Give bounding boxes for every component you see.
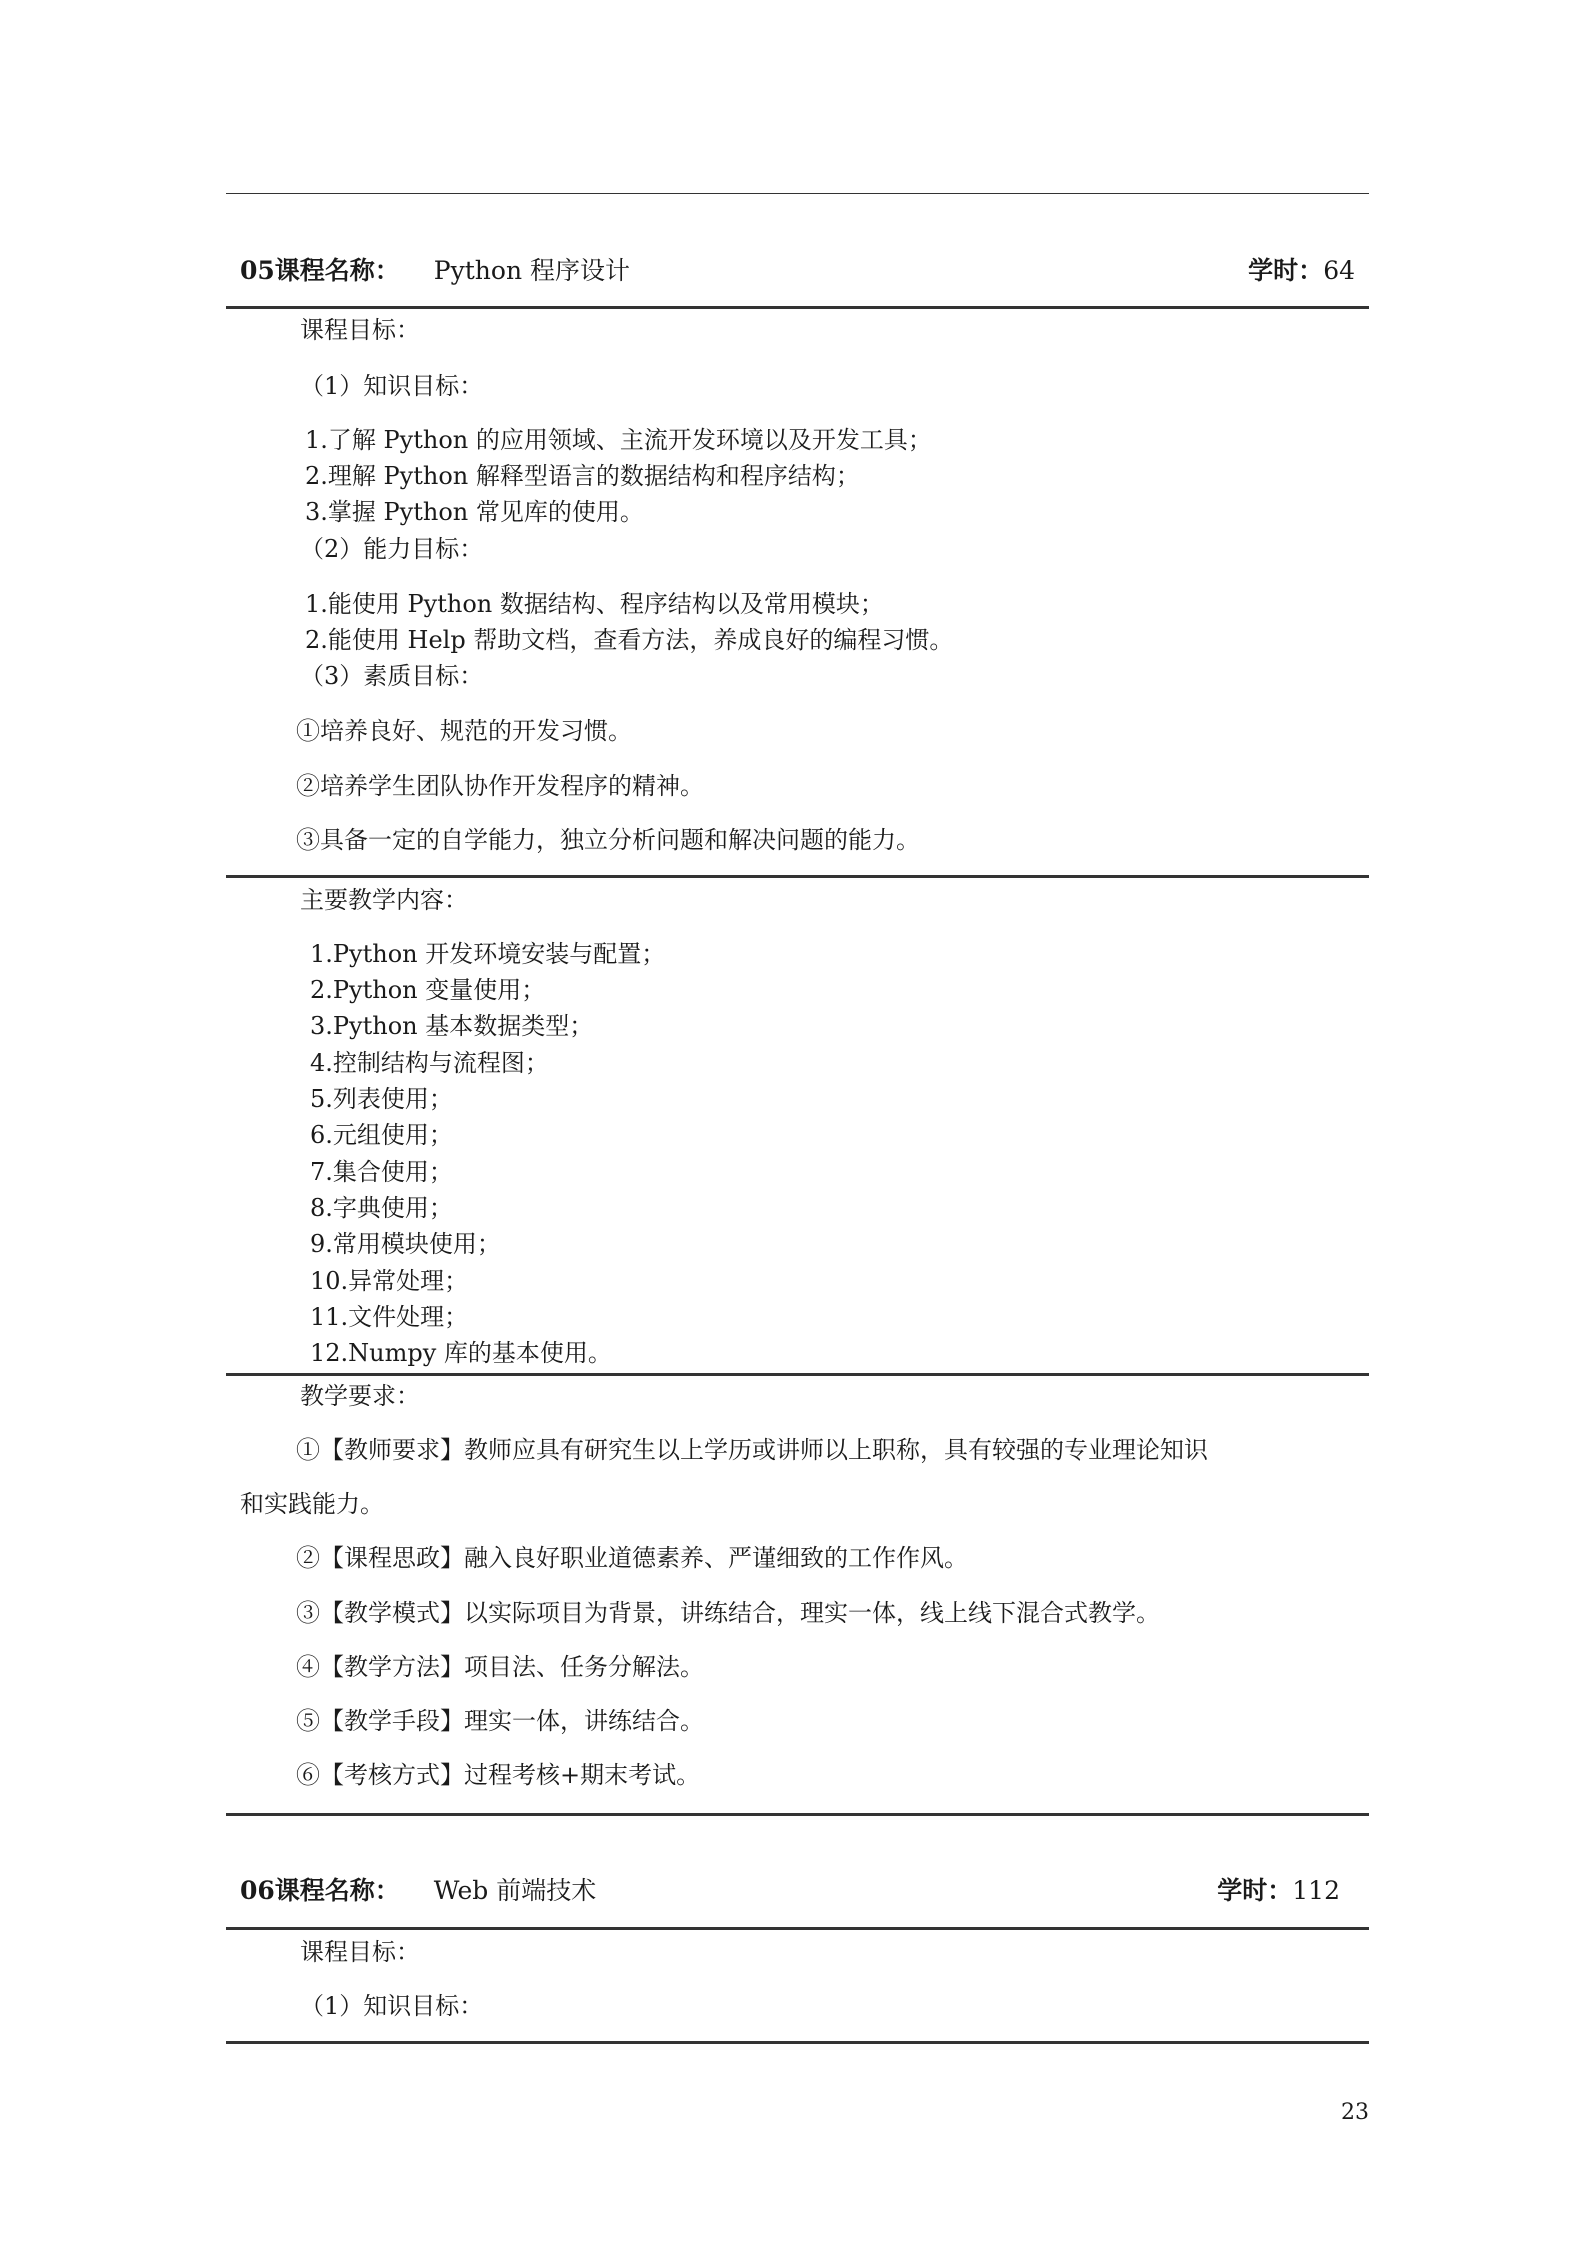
course-06-label: 06课程名称： [240, 1876, 400, 1905]
quality-goal-item: ②培养学生团队协作开发程序的精神。 [296, 772, 704, 800]
goals-rule [226, 875, 1369, 878]
quality-goal-item: ①培养良好、规范的开发习惯。 [296, 717, 632, 745]
course-05-name: Python 程序设计 [433, 256, 630, 285]
course-06-header-rule [226, 1927, 1369, 1930]
course-05-end-rule [226, 1813, 1369, 1816]
course-06-goals-rule [226, 2041, 1369, 2044]
content-item: 3.Python 基本数据类型； [310, 1012, 594, 1040]
requirements-title: 教学要求： [300, 1382, 420, 1410]
course-06-knowledge-title: （1）知识目标： [300, 1992, 484, 2020]
course-05-hours-label: 学时： [1248, 256, 1324, 285]
course-05-goals-title: 课程目标： [300, 316, 420, 344]
content-item: 12.Numpy 库的基本使用。 [310, 1339, 612, 1367]
requirement-item: ⑤【教学手段】理实一体，讲练结合。 [296, 1707, 704, 1735]
knowledge-goal-item: 2.理解 Python 解释型语言的数据结构和程序结构； [305, 462, 860, 490]
course-05-header [240, 258, 1355, 283]
ability-goals-title: （2）能力目标： [300, 535, 484, 563]
course-06-header [240, 1878, 1340, 1903]
quality-goal-item: ③具备一定的自学能力，独立分析问题和解决问题的能力。 [296, 826, 920, 854]
requirement-item-continued: 和实践能力。 [240, 1490, 384, 1518]
top-rule [226, 193, 1369, 194]
content-item: 11.文件处理； [310, 1303, 469, 1331]
content-title: 主要教学内容： [300, 886, 468, 914]
course-05-label: 05课程名称： [240, 256, 400, 285]
content-item: 8.字典使用； [310, 1194, 453, 1222]
requirement-item: ②【课程思政】融入良好职业道德素养、严谨细致的工作作风。 [296, 1544, 968, 1572]
requirement-item: ③【教学模式】以实际项目为背景，讲练结合，理实一体，线上线下混合式教学。 [296, 1599, 1160, 1627]
course-05-hours-value: 64 [1323, 256, 1355, 285]
quality-goals-title: （3）素质目标： [300, 662, 484, 690]
requirement-item: ①【教师要求】教师应具有研究生以上学历或讲师以上职称，具有较强的专业理论知识 [296, 1436, 1208, 1464]
course-05-header-rule [226, 306, 1369, 309]
knowledge-goal-item: 3.掌握 Python 常见库的使用。 [305, 498, 644, 526]
content-item: 9.常用模块使用； [310, 1230, 501, 1258]
course-06-name: Web 前端技术 [433, 1876, 597, 1905]
course-05-hours [1248, 258, 1355, 283]
content-item: 7.集合使用； [310, 1158, 453, 1186]
ability-goal-item: 2.能使用 Help 帮助文档，查看方法，养成良好的编程习惯。 [305, 626, 954, 654]
ability-goal-item: 1.能使用 Python 数据结构、程序结构以及常用模块； [305, 590, 884, 618]
content-rule [226, 1373, 1369, 1376]
content-item: 5.列表使用； [310, 1085, 453, 1113]
content-item: 10.异常处理； [310, 1267, 469, 1295]
requirement-item: ⑥【考核方式】过程考核+期末考试。 [296, 1761, 701, 1789]
knowledge-goals-title: （1）知识目标： [300, 372, 484, 400]
content-item: 6.元组使用； [310, 1121, 453, 1149]
content-item: 4.控制结构与流程图； [310, 1049, 549, 1077]
course-06-hours-value: 112 [1292, 1876, 1340, 1905]
course-06-goals-title: 课程目标： [300, 1938, 420, 1966]
course-06-hours-label: 学时： [1217, 1876, 1293, 1905]
content-item: 1.Python 开发环境安装与配置； [310, 940, 666, 968]
course-06-hours [1217, 1878, 1340, 1903]
requirement-item: ④【教学方法】项目法、任务分解法。 [296, 1653, 704, 1681]
knowledge-goal-item: 1.了解 Python 的应用领域、主流开发环境以及开发工具； [305, 426, 932, 454]
content-item: 2.Python 变量使用； [310, 976, 546, 1004]
page-number: 23 [1341, 2100, 1369, 2125]
